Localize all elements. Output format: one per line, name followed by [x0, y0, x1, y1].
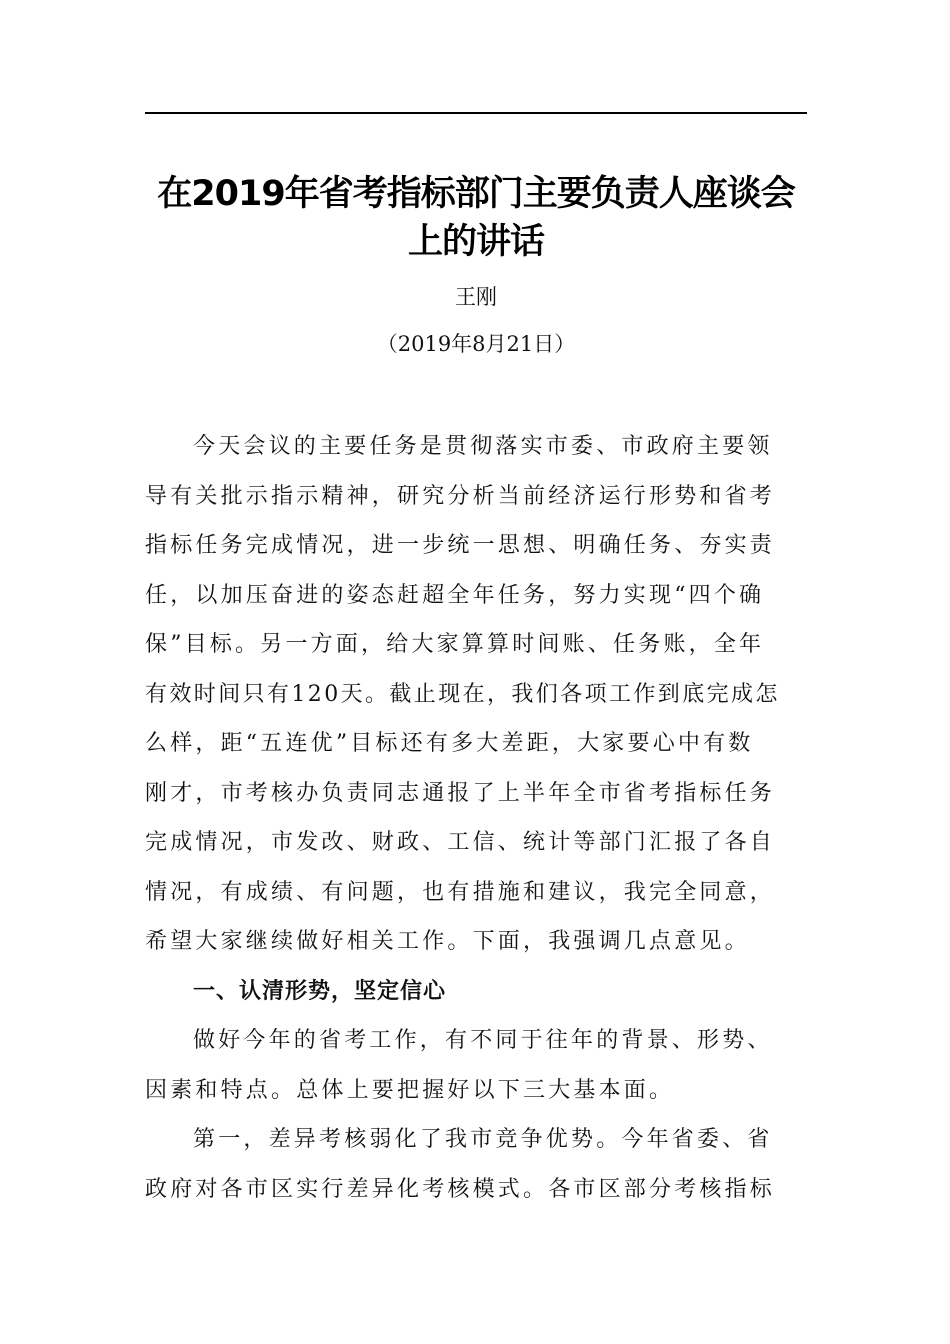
header-rule	[145, 112, 807, 114]
body-line: 任，以加压奋进的姿态赶超全年任务，努力实现“四个确	[145, 582, 765, 608]
body-line: 么样，距“五连优”目标还有多大差距，大家要心中有数	[145, 731, 754, 756]
section-heading: 一、认清形势，坚定信心	[193, 978, 447, 1004]
body-line: 做好今年的省考工作，有不同于往年的背景、形势、	[193, 1028, 773, 1053]
body-line: 希望大家继续做好相关工作。下面，我强调几点意见。	[145, 929, 750, 954]
body-line: 第一，差异考核弱化了我市竞争优势。今年省委、省	[193, 1127, 773, 1152]
body-line: 今天会议的主要任务是贯彻落实市委、市政府主要领	[193, 434, 773, 459]
body-line: 政府对各市区实行差异化考核模式。各市区部分考核指标	[145, 1176, 776, 1202]
body-line: 有效时间只有120天。截止现在，我们各项工作到底完成怎	[145, 681, 780, 707]
body-line: 刚才，市考核办负责同志通报了上半年全市省考指标任务	[145, 780, 776, 806]
body-line: 情况，有成绩、有问题，也有措施和建议，我完全同意，	[145, 879, 776, 905]
author-name: 王刚	[455, 285, 497, 309]
body-line: 因素和特点。总体上要把握好以下三大基本面。	[145, 1077, 675, 1103]
body-line: 保”目标。另一方面，给大家算算时间账、任务账，全年	[145, 632, 765, 657]
body-line: 导有关批示指示精神，研究分析当前经济运行形势和省考	[145, 483, 776, 509]
title-line-2: 上的讲话	[407, 222, 544, 262]
body-line: 指标任务完成情况，进一步统一思想、明确任务、夯实责	[145, 533, 776, 558]
document-body	[145, 425, 810, 1217]
title-line-1: 在2019年省考指标部门主要负责人座谈会	[157, 174, 795, 214]
speech-date: （2019年8月21日）	[376, 332, 576, 356]
body-line: 完成情况，市发改、财政、工信、统计等部门汇报了各自	[145, 830, 776, 855]
document-title	[145, 170, 807, 266]
